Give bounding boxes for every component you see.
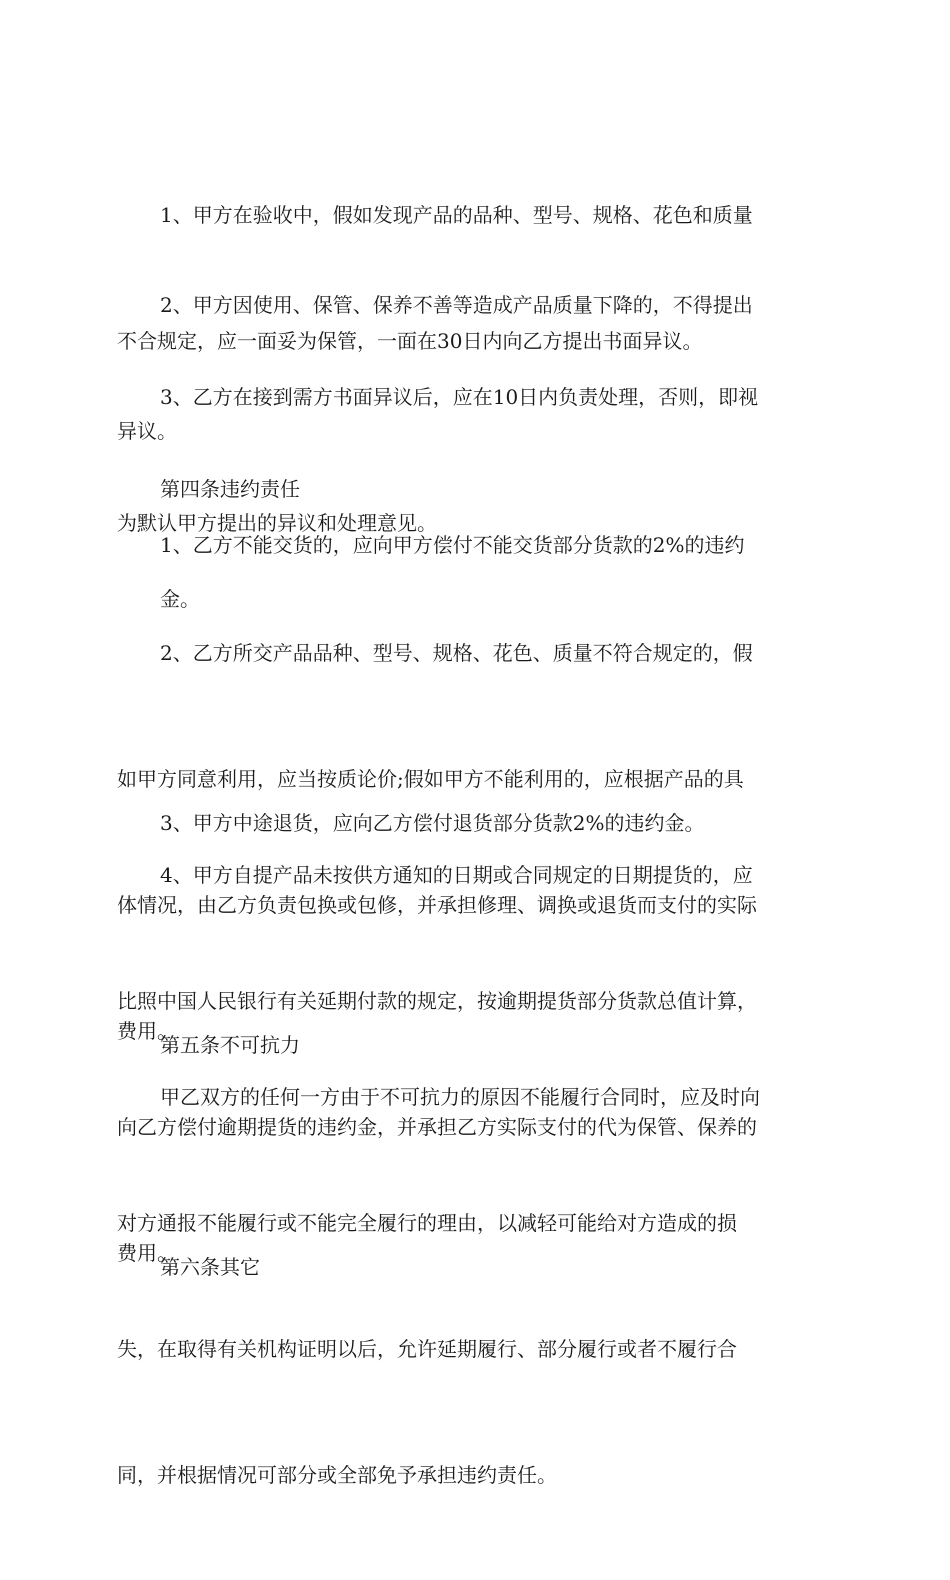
text-line: 1、甲方在验收中，假如发现产品的品种、型号、规格、花色和质量 — [160, 203, 753, 227]
text-line: 失，在取得有关机构证明以后，允许延期履行、部分履行或者不履行合 — [117, 1337, 737, 1361]
text-line: 金。 — [160, 587, 200, 611]
text-line: 对方通报不能履行或不能完全履行的理由，以减轻可能给对方造成的损 — [117, 1211, 737, 1235]
text-line: 如甲方同意利用，应当按质论价;假如甲方不能利用的，应根据产品的具 — [117, 767, 744, 791]
section-heading: 第六条其它 — [160, 1255, 260, 1279]
article-6-heading — [117, 1162, 837, 1372]
text-line: 不合规定，应一面妥为保管，一面在30日内向乙方提出书面异议。 — [117, 329, 703, 353]
text-line: 体情况，由乙方负责包换或包修，并承担修理、调换或退货而支付的实际 — [117, 893, 757, 917]
section-heading: 第四条违约责任 — [160, 477, 300, 501]
text-line: 比照中国人民银行有关延期付款的规定，按逾期提货部分货款总值计算， — [117, 989, 757, 1013]
text-line: 4、甲方自提产品未按供方通知的日期或合同规定的日期提货的，应 — [160, 863, 753, 887]
text-line: 2、乙方所交产品品种、型号、规格、花色、质量不符合规定的，假 — [160, 641, 753, 665]
text-line: 1、乙方不能交货的，应向甲方偿付不能交货部分货款的2%的违约 — [160, 533, 745, 557]
text-line: 费用。 — [117, 1241, 177, 1265]
text-line: 同，并根据情况可部分或全部免予承担违约责任。 — [117, 1463, 557, 1487]
text-line: 为默认甲方提出的异议和处理意见。 — [117, 511, 437, 535]
text-line: 费用。 — [117, 1019, 177, 1043]
text-line: 2、甲方因使用、保管、保养不善等造成产品质量下降的，不得提出 — [160, 293, 753, 317]
section-heading: 第五条不可抗力 — [160, 1033, 300, 1057]
text-line: 甲乙双方的任何一方由于不可抗力的原因不能履行合同时，应及时向 — [160, 1085, 760, 1109]
text-line: 异议。 — [117, 419, 177, 443]
text-line: 3、甲方中途退货，应向乙方偿付退货部分货款2%的违约金。 — [160, 811, 705, 835]
text-line: 3、乙方在接到需方书面异议后，应在10日内负责处理，否则，即视 — [160, 385, 759, 409]
text-line: 向乙方偿付逾期提货的违约金，并承担乙方实际支付的代为保管、保养的 — [117, 1115, 757, 1139]
